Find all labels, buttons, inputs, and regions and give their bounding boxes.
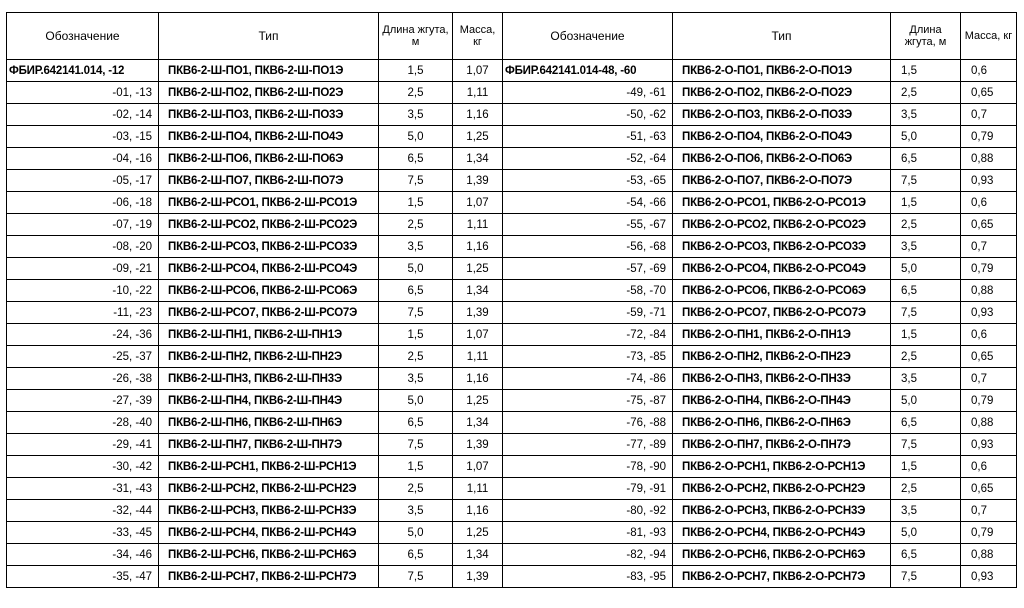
cell-length-left: 7,5 [379,434,453,456]
header-length-left: Длина жгута, м [379,13,453,60]
cell-type-left: ПКВ6-2-Ш-РСО3, ПКВ6-2-Ш-РСО3Э [159,236,379,258]
cell-type-right: ПКВ6-2-О-РСН7, ПКВ6-2-О-РСН7Э [673,566,891,588]
cell-type-left: ПКВ6-2-Ш-ПО2, ПКВ6-2-Ш-ПО2Э [159,82,379,104]
cell-type-left: ПКВ6-2-Ш-ПО1, ПКВ6-2-Ш-ПО1Э [159,60,379,82]
table-row [7,82,1017,104]
table-row [7,280,1017,302]
cell-type-right: ПКВ6-2-О-РСО1, ПКВ6-2-О-РСО1Э [673,192,891,214]
spec-table-wrapper [6,12,1017,588]
cell-mass-right: 0,7 [961,368,1017,390]
cell-mass-right: 0,88 [961,148,1017,170]
cell-length-left: 3,5 [379,104,453,126]
cell-length-left: 7,5 [379,566,453,588]
cell-length-left: 7,5 [379,302,453,324]
cell-type-right: ПКВ6-2-О-РСН6, ПКВ6-2-О-РСН6Э [673,544,891,566]
cell-mass-left: 1,07 [453,324,503,346]
cell-type-left: ПКВ6-2-Ш-РСН1, ПКВ6-2-Ш-РСН1Э [159,456,379,478]
cell-designation-right: -72, -84 [503,324,673,346]
cell-designation-right: -57, -69 [503,258,673,280]
cell-type-left: ПКВ6-2-Ш-ПН1, ПКВ6-2-Ш-ПН1Э [159,324,379,346]
cell-type-right: ПКВ6-2-О-ПО3, ПКВ6-2-О-ПО3Э [673,104,891,126]
table-row [7,346,1017,368]
cell-designation-right: -76, -88 [503,412,673,434]
cell-mass-right: 0,65 [961,478,1017,500]
cell-designation-left: -29, -41 [7,434,159,456]
cell-designation-left: -35, -47 [7,566,159,588]
cell-designation-left: -33, -45 [7,522,159,544]
cell-type-right: ПКВ6-2-О-ПН3, ПКВ6-2-О-ПН3Э [673,368,891,390]
cell-length-right: 5,0 [891,258,961,280]
cell-type-left: ПКВ6-2-Ш-РСН6, ПКВ6-2-Ш-РСН6Э [159,544,379,566]
cell-designation-left: -03, -15 [7,126,159,148]
cell-designation-right: -75, -87 [503,390,673,412]
cell-mass-left: 1,25 [453,258,503,280]
cell-length-right: 7,5 [891,302,961,324]
cell-designation-left: -31, -43 [7,478,159,500]
cell-mass-left: 1,07 [453,192,503,214]
cell-length-left: 2,5 [379,346,453,368]
table-row [7,368,1017,390]
cell-designation-left: ФБИР.642141.014, -12 [7,60,159,82]
cell-type-right: ПКВ6-2-О-ПН4, ПКВ6-2-О-ПН4Э [673,390,891,412]
cell-mass-right: 0,93 [961,566,1017,588]
cell-mass-right: 0,88 [961,280,1017,302]
cell-type-right: ПКВ6-2-О-РСО7, ПКВ6-2-О-РСО7Э [673,302,891,324]
cell-designation-right: -50, -62 [503,104,673,126]
cell-length-right: 5,0 [891,522,961,544]
table-row [7,390,1017,412]
cell-mass-left: 1,11 [453,82,503,104]
cell-type-right: ПКВ6-2-О-ПО6, ПКВ6-2-О-ПО6Э [673,148,891,170]
cell-length-right: 1,5 [891,192,961,214]
cell-type-left: ПКВ6-2-Ш-ПО3, ПКВ6-2-Ш-ПО3Э [159,104,379,126]
cell-designation-left: -08, -20 [7,236,159,258]
header-type-left: Тип [159,13,379,60]
cell-type-right: ПКВ6-2-О-РСН2, ПКВ6-2-О-РСН2Э [673,478,891,500]
cell-mass-left: 1,39 [453,170,503,192]
cell-length-right: 1,5 [891,456,961,478]
table-row [7,324,1017,346]
cell-length-right: 5,0 [891,390,961,412]
table-row [7,148,1017,170]
cell-type-right: ПКВ6-2-О-ПО4, ПКВ6-2-О-ПО4Э [673,126,891,148]
cell-designation-right: -77, -89 [503,434,673,456]
header-mass-left: Масса, кг [453,13,503,60]
cell-designation-left: -01, -13 [7,82,159,104]
cell-designation-right: -80, -92 [503,500,673,522]
cell-designation-right: ФБИР.642141.014-48, -60 [503,60,673,82]
cell-type-left: ПКВ6-2-Ш-РСО2, ПКВ6-2-Ш-РСО2Э [159,214,379,236]
cell-designation-left: -25, -37 [7,346,159,368]
table-row [7,456,1017,478]
cell-mass-right: 0,79 [961,390,1017,412]
table-row [7,522,1017,544]
cell-mass-right: 0,7 [961,236,1017,258]
cell-type-left: ПКВ6-2-Ш-ПН6, ПКВ6-2-Ш-ПН6Э [159,412,379,434]
cell-designation-left: -09, -21 [7,258,159,280]
cell-type-right: ПКВ6-2-О-ПН1, ПКВ6-2-О-ПН1Э [673,324,891,346]
table-row [7,258,1017,280]
cell-length-right: 6,5 [891,544,961,566]
table-row [7,544,1017,566]
cell-length-right: 3,5 [891,104,961,126]
cell-designation-right: -78, -90 [503,456,673,478]
cell-length-right: 1,5 [891,60,961,82]
cell-designation-right: -81, -93 [503,522,673,544]
table-row [7,302,1017,324]
table-row [7,412,1017,434]
table-body [7,60,1017,588]
table-row [7,104,1017,126]
cell-type-left: ПКВ6-2-Ш-РСО4, ПКВ6-2-Ш-РСО4Э [159,258,379,280]
cell-mass-left: 1,11 [453,346,503,368]
cell-designation-left: -32, -44 [7,500,159,522]
cell-type-right: ПКВ6-2-О-РСО4, ПКВ6-2-О-РСО4Э [673,258,891,280]
cell-mass-right: 0,6 [961,324,1017,346]
cell-mass-left: 1,25 [453,390,503,412]
cell-type-left: ПКВ6-2-Ш-ПН2, ПКВ6-2-Ш-ПН2Э [159,346,379,368]
cell-designation-left: -04, -16 [7,148,159,170]
cell-designation-right: -56, -68 [503,236,673,258]
cell-length-left: 1,5 [379,60,453,82]
cell-length-right: 7,5 [891,566,961,588]
cell-mass-right: 0,93 [961,434,1017,456]
cell-mass-left: 1,25 [453,126,503,148]
cell-designation-left: -27, -39 [7,390,159,412]
cell-type-right: ПКВ6-2-О-РСО2, ПКВ6-2-О-РСО2Э [673,214,891,236]
cell-length-left: 5,0 [379,258,453,280]
cell-type-left: ПКВ6-2-Ш-ПО6, ПКВ6-2-Ш-ПО6Э [159,148,379,170]
cell-length-left: 5,0 [379,522,453,544]
cell-designation-right: -53, -65 [503,170,673,192]
cell-designation-left: -02, -14 [7,104,159,126]
cell-mass-left: 1,25 [453,522,503,544]
cell-length-right: 6,5 [891,412,961,434]
cell-length-right: 7,5 [891,434,961,456]
cell-type-right: ПКВ6-2-О-РСН3, ПКВ6-2-О-РСН3Э [673,500,891,522]
cell-mass-left: 1,07 [453,456,503,478]
cell-designation-right: -83, -95 [503,566,673,588]
cell-mass-left: 1,16 [453,368,503,390]
cell-type-left: ПКВ6-2-Ш-ПО7, ПКВ6-2-Ш-ПО7Э [159,170,379,192]
cell-designation-left: -24, -36 [7,324,159,346]
cell-mass-right: 0,88 [961,544,1017,566]
cell-length-right: 6,5 [891,280,961,302]
cell-type-left: ПКВ6-2-Ш-РСН3, ПКВ6-2-Ш-РСН3Э [159,500,379,522]
table-row [7,170,1017,192]
cell-mass-left: 1,34 [453,148,503,170]
cell-mass-left: 1,39 [453,566,503,588]
cell-mass-left: 1,11 [453,478,503,500]
cell-type-right: ПКВ6-2-О-ПН6, ПКВ6-2-О-ПН6Э [673,412,891,434]
cell-length-left: 1,5 [379,456,453,478]
cell-length-left: 2,5 [379,478,453,500]
cell-designation-right: -74, -86 [503,368,673,390]
cell-type-right: ПКВ6-2-О-ПО7, ПКВ6-2-О-ПО7Э [673,170,891,192]
cell-length-right: 3,5 [891,368,961,390]
cell-type-left: ПКВ6-2-Ш-ПН4, ПКВ6-2-Ш-ПН4Э [159,390,379,412]
cell-length-right: 2,5 [891,214,961,236]
header-designation-right: Обозначение [503,13,673,60]
header-mass-right: Масса, кг [961,13,1017,60]
cell-type-right: ПКВ6-2-О-РСО6, ПКВ6-2-О-РСО6Э [673,280,891,302]
cell-type-right: ПКВ6-2-О-РСН4, ПКВ6-2-О-РСН4Э [673,522,891,544]
table-row [7,566,1017,588]
cell-mass-right: 0,93 [961,302,1017,324]
cell-length-left: 1,5 [379,324,453,346]
cell-type-right: ПКВ6-2-О-ПН7, ПКВ6-2-О-ПН7Э [673,434,891,456]
cell-mass-right: 0,88 [961,412,1017,434]
cell-designation-right: -59, -71 [503,302,673,324]
cell-mass-left: 1,39 [453,434,503,456]
cell-length-left: 3,5 [379,500,453,522]
cell-mass-right: 0,79 [961,522,1017,544]
cell-type-left: ПКВ6-2-Ш-РСН4, ПКВ6-2-Ш-РСН4Э [159,522,379,544]
spec-table [6,12,1017,588]
cell-length-left: 7,5 [379,170,453,192]
cell-length-left: 6,5 [379,412,453,434]
cell-type-left: ПКВ6-2-Ш-ПН7, ПКВ6-2-Ш-ПН7Э [159,434,379,456]
cell-mass-left: 1,16 [453,104,503,126]
cell-type-right: ПКВ6-2-О-РСН1, ПКВ6-2-О-РСН1Э [673,456,891,478]
cell-length-right: 7,5 [891,170,961,192]
cell-designation-right: -55, -67 [503,214,673,236]
header-type-right: Тип [673,13,891,60]
cell-type-right: ПКВ6-2-О-ПО2, ПКВ6-2-О-ПО2Э [673,82,891,104]
cell-length-right: 2,5 [891,82,961,104]
cell-mass-right: 0,65 [961,346,1017,368]
cell-designation-left: -06, -18 [7,192,159,214]
cell-designation-right: -79, -91 [503,478,673,500]
table-row [7,236,1017,258]
cell-mass-right: 0,65 [961,82,1017,104]
cell-type-left: ПКВ6-2-Ш-РСН2, ПКВ6-2-Ш-РСН2Э [159,478,379,500]
cell-mass-left: 1,34 [453,412,503,434]
cell-length-right: 2,5 [891,346,961,368]
cell-designation-right: -58, -70 [503,280,673,302]
cell-mass-left: 1,16 [453,500,503,522]
cell-mass-right: 0,7 [961,500,1017,522]
cell-length-right: 5,0 [891,126,961,148]
table-row [7,500,1017,522]
cell-mass-left: 1,34 [453,544,503,566]
cell-length-right: 3,5 [891,500,961,522]
cell-type-left: ПКВ6-2-Ш-РСО1, ПКВ6-2-Ш-РСО1Э [159,192,379,214]
header-row [7,13,1017,60]
cell-designation-right: -49, -61 [503,82,673,104]
cell-designation-right: -82, -94 [503,544,673,566]
cell-designation-left: -28, -40 [7,412,159,434]
cell-length-left: 6,5 [379,280,453,302]
cell-length-left: 5,0 [379,390,453,412]
cell-length-left: 2,5 [379,214,453,236]
cell-type-left: ПКВ6-2-Ш-РСО6, ПКВ6-2-Ш-РСО6Э [159,280,379,302]
table-row [7,478,1017,500]
cell-mass-left: 1,39 [453,302,503,324]
table-row [7,60,1017,82]
cell-mass-right: 0,6 [961,60,1017,82]
cell-mass-right: 0,6 [961,456,1017,478]
cell-designation-right: -54, -66 [503,192,673,214]
cell-type-right: ПКВ6-2-О-РСО3, ПКВ6-2-О-РСО3Э [673,236,891,258]
cell-length-right: 1,5 [891,324,961,346]
cell-mass-left: 1,11 [453,214,503,236]
cell-length-left: 6,5 [379,544,453,566]
cell-designation-left: -30, -42 [7,456,159,478]
header-length-right: Длина жгута, м [891,13,961,60]
cell-length-left: 2,5 [379,82,453,104]
cell-type-left: ПКВ6-2-Ш-РСН7, ПКВ6-2-Ш-РСН7Э [159,566,379,588]
cell-length-left: 3,5 [379,368,453,390]
table-row [7,192,1017,214]
cell-length-left: 3,5 [379,236,453,258]
cell-designation-left: -34, -46 [7,544,159,566]
cell-designation-left: -26, -38 [7,368,159,390]
cell-mass-right: 0,65 [961,214,1017,236]
cell-designation-left: -05, -17 [7,170,159,192]
cell-designation-left: -10, -22 [7,280,159,302]
cell-designation-right: -52, -64 [503,148,673,170]
cell-type-left: ПКВ6-2-Ш-РСО7, ПКВ6-2-Ш-РСО7Э [159,302,379,324]
cell-mass-left: 1,34 [453,280,503,302]
cell-length-left: 1,5 [379,192,453,214]
cell-length-left: 6,5 [379,148,453,170]
cell-type-left: ПКВ6-2-Ш-ПН3, ПКВ6-2-Ш-ПН3Э [159,368,379,390]
cell-length-right: 2,5 [891,478,961,500]
table-row [7,434,1017,456]
header-designation-left: Обозначение [7,13,159,60]
table-row [7,214,1017,236]
cell-type-left: ПКВ6-2-Ш-ПО4, ПКВ6-2-Ш-ПО4Э [159,126,379,148]
cell-designation-right: -73, -85 [503,346,673,368]
cell-designation-right: -51, -63 [503,126,673,148]
cell-length-right: 6,5 [891,148,961,170]
cell-mass-right: 0,79 [961,258,1017,280]
cell-mass-right: 0,93 [961,170,1017,192]
cell-designation-left: -07, -19 [7,214,159,236]
cell-type-right: ПКВ6-2-О-ПО1, ПКВ6-2-О-ПО1Э [673,60,891,82]
cell-mass-right: 0,6 [961,192,1017,214]
cell-mass-right: 0,7 [961,104,1017,126]
cell-length-right: 3,5 [891,236,961,258]
cell-mass-left: 1,07 [453,60,503,82]
cell-type-right: ПКВ6-2-О-ПН2, ПКВ6-2-О-ПН2Э [673,346,891,368]
cell-mass-right: 0,79 [961,126,1017,148]
cell-length-left: 5,0 [379,126,453,148]
table-row [7,126,1017,148]
cell-mass-left: 1,16 [453,236,503,258]
cell-designation-left: -11, -23 [7,302,159,324]
